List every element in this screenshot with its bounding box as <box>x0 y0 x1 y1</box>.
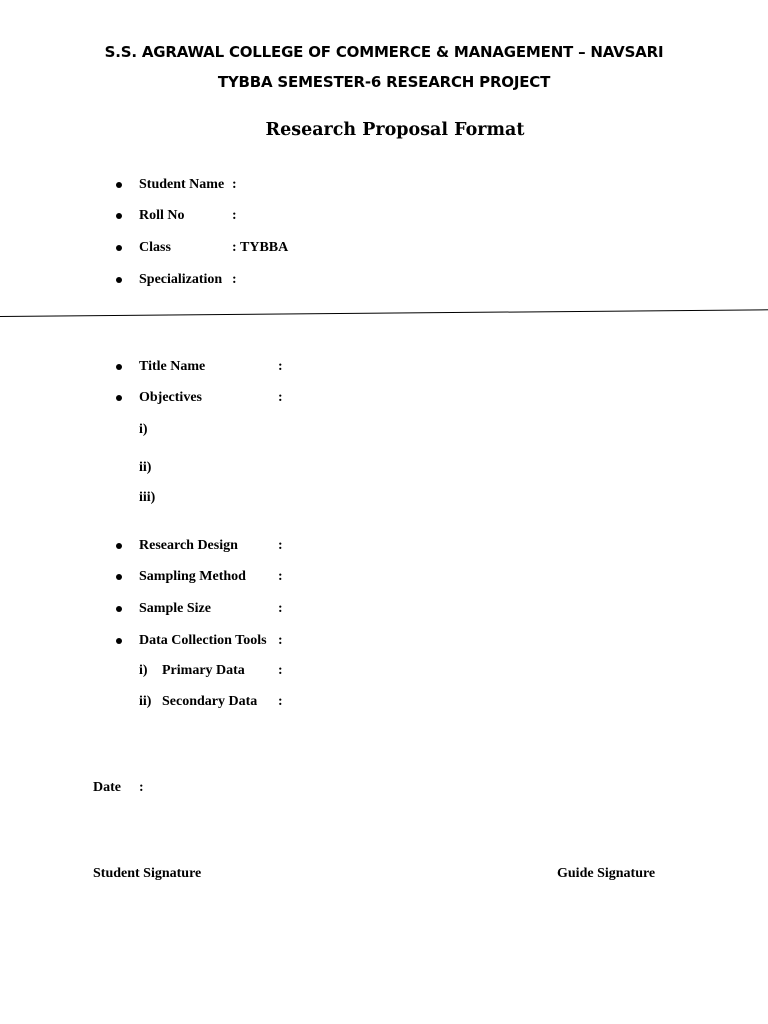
bullet-icon <box>116 182 122 188</box>
bullet-icon <box>116 574 122 580</box>
field-label: Class <box>139 240 171 255</box>
bullet-icon <box>116 213 122 219</box>
bullet-icon <box>116 606 122 612</box>
date-label: Date <box>93 780 121 795</box>
field-label: Sampling Method <box>139 569 246 584</box>
field-separator: : <box>232 272 237 287</box>
sub-item-label: Primary Data <box>162 663 245 678</box>
document-title: Research Proposal Format <box>265 120 525 140</box>
field-separator: : <box>278 663 283 678</box>
field-separator: : <box>278 569 283 584</box>
bullet-icon <box>116 245 122 251</box>
field-separator: : <box>278 694 283 709</box>
sub-item-number: ii) <box>139 694 152 709</box>
field-separator: : <box>278 633 283 648</box>
objective-item: i) <box>139 422 148 437</box>
field-label: Student Name <box>139 177 225 192</box>
field-separator: : <box>278 390 283 405</box>
sub-item-number: i) <box>139 663 148 678</box>
student-signature-label: Student Signature <box>93 866 202 881</box>
field-label: Roll No <box>139 208 185 223</box>
bullet-icon <box>116 277 122 283</box>
field-separator: : <box>278 538 283 553</box>
project-heading: TYBBA SEMESTER-6 RESEARCH PROJECT <box>217 73 551 91</box>
field-label: Specialization <box>139 272 223 287</box>
field-separator: : <box>232 208 237 223</box>
college-heading: S.S. AGRAWAL COLLEGE OF COMMERCE & MANAGEMENT – NAVSARI <box>104 43 664 61</box>
sub-item-label: Secondary Data <box>162 694 258 709</box>
field-separator: : <box>232 240 237 255</box>
field-separator: : <box>232 177 237 192</box>
field-separator: : <box>278 359 283 374</box>
guide-signature-label: Guide Signature <box>557 866 656 881</box>
bullet-icon <box>116 543 122 549</box>
bullet-icon <box>116 364 122 370</box>
objective-item: iii) <box>139 490 156 505</box>
field-separator: : <box>139 780 144 795</box>
bullet-icon <box>116 638 122 644</box>
field-label: Sample Size <box>139 601 211 616</box>
field-value: TYBBA <box>240 240 289 255</box>
field-label: Objectives <box>139 390 202 405</box>
field-separator: : <box>278 601 283 616</box>
field-label: Title Name <box>139 359 206 374</box>
field-label: Data Collection Tools <box>139 633 267 648</box>
objective-item: ii) <box>139 460 152 475</box>
bullet-icon <box>116 395 122 401</box>
field-label: Research Design <box>139 538 238 553</box>
divider-line <box>0 309 768 317</box>
